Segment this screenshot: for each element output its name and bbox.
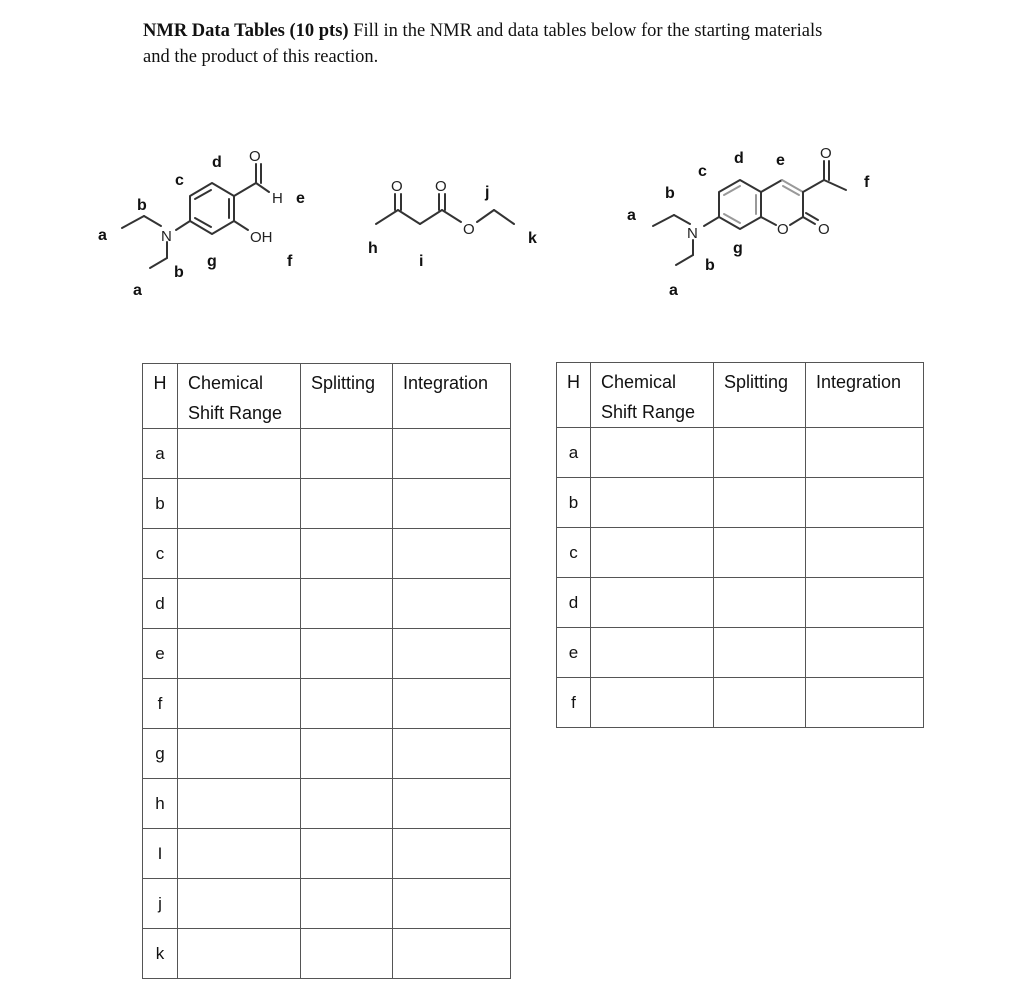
integration-cell[interactable] xyxy=(393,529,511,579)
proton-label: f xyxy=(143,679,178,729)
table-row xyxy=(143,629,511,679)
instructions xyxy=(143,18,943,70)
shift-cell[interactable] xyxy=(591,528,714,578)
header-integration: Integration xyxy=(393,364,511,429)
label-b: b xyxy=(705,257,715,274)
instructions-title: NMR Data Tables (10 pts) xyxy=(143,21,349,41)
shift-cell[interactable] xyxy=(178,729,301,779)
integration-cell[interactable] xyxy=(393,629,511,679)
proton-label: a xyxy=(143,429,178,479)
table-row xyxy=(557,678,924,728)
shift-cell[interactable] xyxy=(178,879,301,929)
aldehyde-structure xyxy=(98,148,305,299)
label-a: a xyxy=(669,282,678,299)
label-a: a xyxy=(98,227,107,244)
shift-cell[interactable] xyxy=(178,779,301,829)
proton-label: e xyxy=(143,629,178,679)
integration-cell[interactable] xyxy=(806,628,924,678)
table-body xyxy=(557,428,924,728)
table-row xyxy=(143,429,511,479)
label-b: b xyxy=(137,197,147,214)
proton-label: h xyxy=(143,779,178,829)
splitting-cell[interactable] xyxy=(301,479,393,529)
table-row xyxy=(143,679,511,729)
header-chemical-shift xyxy=(591,363,714,428)
proton-label: I xyxy=(143,829,178,879)
splitting-cell[interactable] xyxy=(714,578,806,628)
label-c: c xyxy=(698,163,707,180)
integration-cell[interactable] xyxy=(393,929,511,979)
shift-cell[interactable] xyxy=(178,429,301,479)
acetyl-o-atom: O xyxy=(820,145,832,162)
table-header-row xyxy=(143,364,511,429)
integration-cell[interactable] xyxy=(806,478,924,528)
integration-cell[interactable] xyxy=(393,679,511,729)
shift-cell[interactable] xyxy=(591,478,714,528)
ester-o-atom: O xyxy=(463,221,475,238)
header-h: H xyxy=(557,363,591,428)
splitting-cell[interactable] xyxy=(301,629,393,679)
label-a: a xyxy=(133,282,142,299)
header-shift-line1: Chemical xyxy=(601,372,677,392)
label-g: g xyxy=(733,240,743,257)
shift-cell[interactable] xyxy=(178,479,301,529)
table-row xyxy=(143,779,511,829)
splitting-cell[interactable] xyxy=(301,879,393,929)
table-row xyxy=(557,528,924,578)
table-row xyxy=(557,428,924,478)
label-d: d xyxy=(734,150,744,167)
header-integration: Integration xyxy=(806,363,924,428)
integration-cell[interactable] xyxy=(393,829,511,879)
integration-cell[interactable] xyxy=(393,579,511,629)
splitting-cell[interactable] xyxy=(301,829,393,879)
splitting-cell[interactable] xyxy=(714,478,806,528)
proton-label: g xyxy=(143,729,178,779)
proton-label: d xyxy=(557,578,591,628)
header-h: H xyxy=(143,364,178,429)
ester-structure xyxy=(368,178,537,270)
amine-n-atom: N xyxy=(687,225,698,242)
shift-cell[interactable] xyxy=(591,578,714,628)
integration-cell[interactable] xyxy=(393,879,511,929)
ester-carbonyl-o-atom: O xyxy=(435,178,447,195)
label-i: i xyxy=(419,253,424,270)
shift-cell[interactable] xyxy=(178,929,301,979)
table-row xyxy=(143,529,511,579)
label-b: b xyxy=(174,264,184,281)
ring-o-atom: O xyxy=(777,221,789,238)
splitting-cell[interactable] xyxy=(301,529,393,579)
header-splitting: Splitting xyxy=(714,363,806,428)
integration-cell[interactable] xyxy=(393,729,511,779)
integration-cell[interactable] xyxy=(806,578,924,628)
label-e: e xyxy=(296,190,305,207)
shift-cell[interactable] xyxy=(591,678,714,728)
header-chemical-shift xyxy=(178,364,301,429)
header-shift-line2: Shift Range xyxy=(188,403,283,423)
splitting-cell[interactable] xyxy=(301,679,393,729)
proton-label: k xyxy=(143,929,178,979)
shift-cell[interactable] xyxy=(591,428,714,478)
label-e: e xyxy=(776,152,785,169)
integration-cell[interactable] xyxy=(806,528,924,578)
label-j: j xyxy=(485,184,490,201)
table-row xyxy=(143,729,511,779)
shift-cell[interactable] xyxy=(178,579,301,629)
splitting-cell[interactable] xyxy=(301,779,393,829)
amine-n-atom: N xyxy=(161,228,172,245)
hydroxyl-atom: OH xyxy=(250,229,273,246)
label-c: c xyxy=(175,172,184,189)
ketone-o-atom: O xyxy=(391,178,403,195)
shift-cell[interactable] xyxy=(178,679,301,729)
proton-label: d xyxy=(143,579,178,629)
integration-cell[interactable] xyxy=(393,779,511,829)
header-splitting: Splitting xyxy=(301,364,393,429)
integration-cell[interactable] xyxy=(806,428,924,478)
reaction-structures xyxy=(0,130,1024,310)
proton-label: b xyxy=(557,478,591,528)
splitting-cell[interactable] xyxy=(714,678,806,728)
proton-label: f xyxy=(557,678,591,728)
table-row xyxy=(143,879,511,929)
shift-cell[interactable] xyxy=(178,829,301,879)
coumarin-structure xyxy=(627,145,870,299)
integration-cell[interactable] xyxy=(806,678,924,728)
shift-cell[interactable] xyxy=(591,628,714,678)
label-a: a xyxy=(627,207,636,224)
table-row xyxy=(143,929,511,979)
shift-cell[interactable] xyxy=(178,629,301,679)
instructions-line1: Fill in the NMR and data tables below for the starting materials xyxy=(348,21,823,41)
table-body xyxy=(143,429,511,979)
aldehyde-o-atom: O xyxy=(249,148,261,165)
lactone-o-atom: O xyxy=(818,221,830,238)
label-f: f xyxy=(864,174,870,191)
table-row xyxy=(557,478,924,528)
proton-label: b xyxy=(143,479,178,529)
label-f: f xyxy=(287,253,293,270)
splitting-cell[interactable] xyxy=(301,929,393,979)
shift-cell[interactable] xyxy=(178,529,301,579)
header-shift-line1: Chemical xyxy=(188,373,264,393)
table-row xyxy=(143,829,511,879)
splitting-cell[interactable] xyxy=(301,729,393,779)
instructions-line2: and the product of this reaction. xyxy=(143,47,379,67)
label-h: h xyxy=(368,240,378,257)
splitting-cell[interactable] xyxy=(714,628,806,678)
table-row xyxy=(143,479,511,529)
aldehyde-h-atom: H xyxy=(272,190,283,207)
proton-label: c xyxy=(143,529,178,579)
splitting-cell[interactable] xyxy=(301,579,393,629)
label-d: d xyxy=(212,154,222,171)
nmr-table-product xyxy=(556,362,924,728)
integration-cell[interactable] xyxy=(393,479,511,529)
table-row xyxy=(557,628,924,678)
proton-label: a xyxy=(557,428,591,478)
integration-cell[interactable] xyxy=(393,429,511,479)
splitting-cell[interactable] xyxy=(301,429,393,479)
label-k: k xyxy=(528,230,537,247)
splitting-cell[interactable] xyxy=(714,528,806,578)
label-g: g xyxy=(207,253,217,270)
label-b: b xyxy=(665,185,675,202)
nmr-table-starting-materials xyxy=(142,363,511,979)
proton-label: j xyxy=(143,879,178,929)
header-shift-line2: Shift Range xyxy=(601,402,696,422)
proton-label: c xyxy=(557,528,591,578)
splitting-cell[interactable] xyxy=(714,428,806,478)
proton-label: e xyxy=(557,628,591,678)
table-header-row xyxy=(557,363,924,428)
table-row xyxy=(143,579,511,629)
table-row xyxy=(557,578,924,628)
